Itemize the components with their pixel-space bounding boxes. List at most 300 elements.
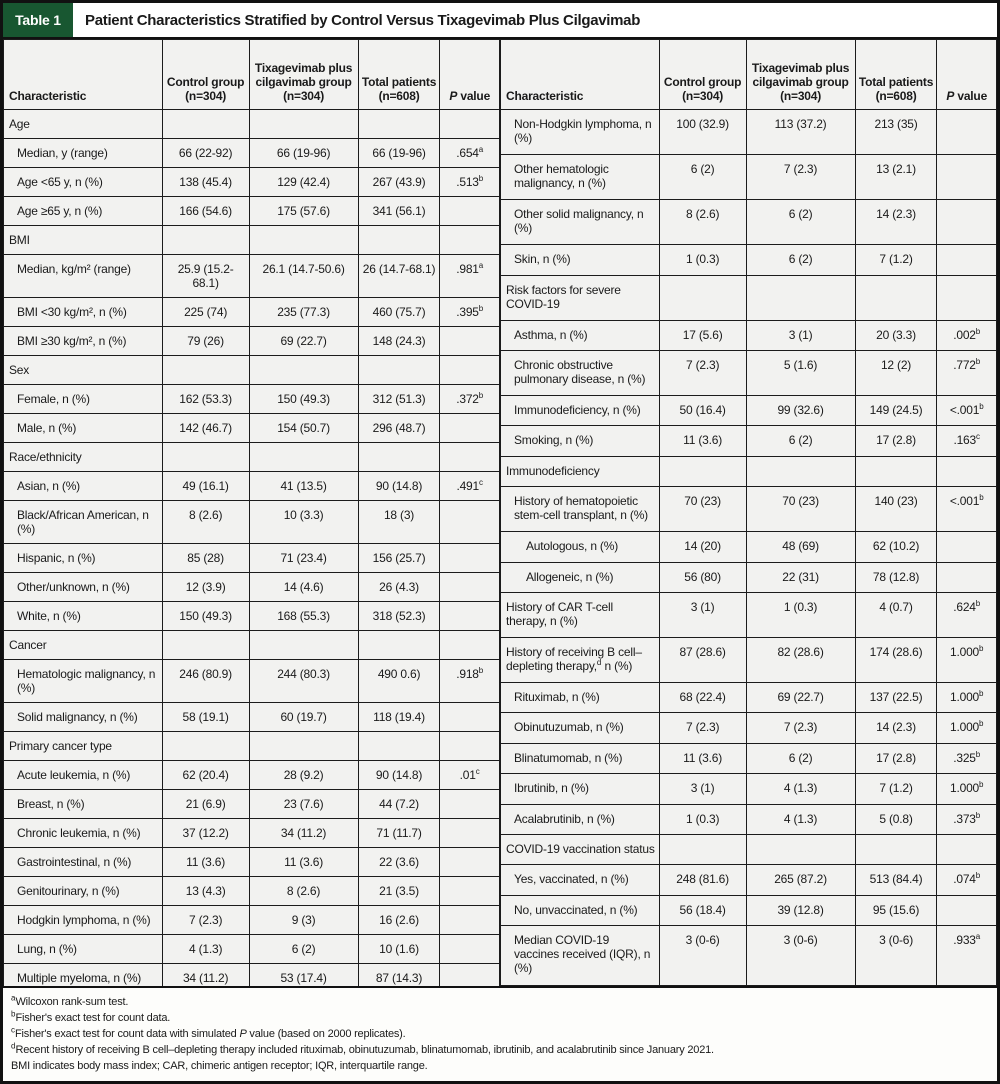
tixagevimab-value-cell: 1 (0.3)	[746, 592, 855, 637]
left-table-body	[4, 110, 500, 987]
tixagevimab-value-cell: 53 (17.4)	[249, 964, 358, 987]
table-row	[4, 197, 500, 226]
tixagevimab-value-cell: 235 (77.3)	[249, 298, 358, 327]
total-value-cell	[358, 443, 440, 472]
table-number-tag: Table 1	[3, 3, 73, 37]
control-value-cell: 3 (1)	[659, 592, 746, 637]
right-table	[500, 39, 997, 986]
characteristic-cell: Lung, n (%)	[4, 935, 163, 964]
p-value-cell	[440, 703, 500, 732]
tixagevimab-value-cell: 9 (3)	[249, 906, 358, 935]
table-row	[4, 327, 500, 356]
table-titlebar	[3, 3, 997, 39]
total-value-cell: 17 (2.8)	[855, 743, 937, 773]
control-value-cell	[659, 834, 746, 864]
col-header-characteristic: Characteristic	[501, 40, 660, 110]
table-row	[4, 848, 500, 877]
characteristic-cell: Solid malignancy, n (%)	[4, 703, 163, 732]
p-value-cell: .372$^b$	[440, 385, 500, 414]
col-header-p-value: P value	[937, 40, 997, 110]
footnote-line: $^b$Fisher's exact test for count data.	[11, 1009, 171, 1024]
p-value-cell	[440, 110, 500, 139]
p-value-cell: .01$^c$	[440, 761, 500, 790]
p-value-cell	[937, 200, 997, 245]
table-row	[501, 487, 997, 532]
characteristic-cell: History of hematopoietic stem-cell transplant, n (%)	[501, 487, 660, 532]
characteristic-cell: Rituximab, n (%)	[501, 683, 660, 713]
table-row	[4, 414, 500, 443]
control-value-cell	[162, 226, 249, 255]
p-value-cell	[440, 906, 500, 935]
tixagevimab-value-cell	[746, 456, 855, 486]
p-value-cell	[440, 327, 500, 356]
tixagevimab-value-cell	[249, 110, 358, 139]
total-value-cell: 95 (15.6)	[855, 895, 937, 925]
table-row	[4, 168, 500, 197]
control-value-cell: 7 (2.3)	[162, 906, 249, 935]
total-value-cell: 513 (84.4)	[855, 865, 937, 895]
control-value-cell: 3 (1)	[659, 774, 746, 804]
table-row	[4, 255, 500, 298]
section-row	[4, 110, 500, 139]
section-row	[501, 275, 997, 320]
col-header-tixagevimab-group: Tixagevimab plus cilgavimab group (n=304)	[249, 40, 358, 110]
characteristic-cell: Breast, n (%)	[4, 790, 163, 819]
p-value-cell	[440, 935, 500, 964]
control-value-cell	[659, 456, 746, 486]
tixagevimab-value-cell	[746, 275, 855, 320]
total-value-cell: 4 (0.7)	[855, 592, 937, 637]
right-table-header	[501, 40, 997, 110]
p-value-cell	[937, 895, 997, 925]
control-value-cell: 17 (5.6)	[659, 320, 746, 350]
characteristic-cell: Median COVID-19 vaccines received (IQR), n (%)	[501, 926, 660, 986]
tixagevimab-value-cell: 4 (1.3)	[746, 804, 855, 834]
p-value-cell: .624$^b$	[937, 592, 997, 637]
control-value-cell	[162, 631, 249, 660]
p-value-cell	[440, 819, 500, 848]
table-row	[4, 703, 500, 732]
total-value-cell: 20 (3.3)	[855, 320, 937, 350]
control-value-cell: 11 (3.6)	[162, 848, 249, 877]
col-header-tixagevimab-group: Tixagevimab plus cilgavimab group (n=304)	[746, 40, 855, 110]
control-value-cell: 6 (2)	[659, 155, 746, 200]
section-row	[4, 226, 500, 255]
total-value-cell: 118 (19.4)	[358, 703, 440, 732]
table-row	[501, 804, 997, 834]
table-row	[4, 906, 500, 935]
characteristic-cell: Asthma, n (%)	[501, 320, 660, 350]
col-header-p-value: P value	[440, 40, 500, 110]
total-value-cell: 87 (14.3)	[358, 964, 440, 987]
footnote-line: BMI indicates body mass index; CAR, chimeric antigen receptor; IQR, interquartile range.	[11, 1060, 428, 1072]
control-value-cell: 56 (18.4)	[659, 895, 746, 925]
total-value-cell: 267 (43.9)	[358, 168, 440, 197]
tixagevimab-value-cell: 6 (2)	[746, 426, 855, 456]
table-row	[501, 426, 997, 456]
tixagevimab-value-cell: 6 (2)	[746, 743, 855, 773]
total-value-cell: 12 (2)	[855, 350, 937, 395]
control-value-cell: 8 (2.6)	[162, 501, 249, 544]
total-value-cell: 13 (2.1)	[855, 155, 937, 200]
control-value-cell: 85 (28)	[162, 544, 249, 573]
characteristic-cell: Immunodeficiency, n (%)	[501, 395, 660, 425]
control-value-cell: 7 (2.3)	[659, 350, 746, 395]
p-value-cell	[440, 848, 500, 877]
control-value-cell: 1 (0.3)	[659, 804, 746, 834]
total-value-cell: 156 (25.7)	[358, 544, 440, 573]
tixagevimab-value-cell: 265 (87.2)	[746, 865, 855, 895]
p-value-cell	[440, 197, 500, 226]
tixagevimab-value-cell: 154 (50.7)	[249, 414, 358, 443]
section-row	[4, 631, 500, 660]
characteristic-cell: Race/ethnicity	[4, 443, 163, 472]
tixagevimab-value-cell: 69 (22.7)	[746, 683, 855, 713]
table-row	[501, 110, 997, 155]
table-row	[4, 472, 500, 501]
p-value-cell	[440, 544, 500, 573]
section-row	[501, 456, 997, 486]
characteristic-cell: Autologous, n (%)	[501, 532, 660, 562]
tixagevimab-value-cell: 41 (13.5)	[249, 472, 358, 501]
p-value-cell: .373$^b$	[937, 804, 997, 834]
p-value-cell	[937, 532, 997, 562]
tixagevimab-value-cell: 26.1 (14.7-50.6)	[249, 255, 358, 298]
characteristic-cell: Asian, n (%)	[4, 472, 163, 501]
tixagevimab-value-cell: 7 (2.3)	[746, 713, 855, 743]
tixagevimab-value-cell: 3 (0-6)	[746, 926, 855, 986]
characteristic-cell: Non-Hodgkin lymphoma, n (%)	[501, 110, 660, 155]
table-row	[501, 926, 997, 986]
left-table-header	[4, 40, 500, 110]
footnote-line: $^c$Fisher's exact test for count data with simulated P value (based on 2000 replicates).	[11, 1025, 406, 1040]
control-value-cell: 100 (32.9)	[659, 110, 746, 155]
table-row	[501, 865, 997, 895]
control-value-cell: 162 (53.3)	[162, 385, 249, 414]
col-header-total-patients: Total patients (n=608)	[855, 40, 937, 110]
characteristic-cell: Blinatumomab, n (%)	[501, 743, 660, 773]
control-value-cell: 8 (2.6)	[659, 200, 746, 245]
control-value-cell: 7 (2.3)	[659, 713, 746, 743]
control-value-cell: 12 (3.9)	[162, 573, 249, 602]
right-table-body	[501, 110, 997, 986]
table-row	[501, 895, 997, 925]
p-value-cell	[440, 414, 500, 443]
p-value-cell: .491$^c$	[440, 472, 500, 501]
total-value-cell: 3 (0-6)	[855, 926, 937, 986]
tables-region	[3, 39, 997, 986]
table-row	[501, 395, 997, 425]
control-value-cell	[162, 732, 249, 761]
total-value-cell: 10 (1.6)	[358, 935, 440, 964]
characteristic-cell: Median, y (range)	[4, 139, 163, 168]
characteristic-cell: Smoking, n (%)	[501, 426, 660, 456]
characteristic-cell: Immunodeficiency	[501, 456, 660, 486]
tixagevimab-value-cell: 48 (69)	[746, 532, 855, 562]
tixagevimab-value-cell: 66 (19-96)	[249, 139, 358, 168]
total-value-cell: 71 (11.7)	[358, 819, 440, 848]
p-value-cell	[937, 110, 997, 155]
tixagevimab-value-cell: 69 (22.7)	[249, 327, 358, 356]
p-value-cell: <.001$^b$	[937, 395, 997, 425]
total-value-cell: 16 (2.6)	[358, 906, 440, 935]
tixagevimab-value-cell: 14 (4.6)	[249, 573, 358, 602]
p-value-cell	[440, 790, 500, 819]
tixagevimab-value-cell: 5 (1.6)	[746, 350, 855, 395]
footnotes	[3, 986, 997, 1081]
table-title: Patient Characteristics Stratified by Control Versus Tixagevimab Plus Cilgavimab	[85, 11, 641, 29]
total-value-cell: 26 (14.7-68.1)	[358, 255, 440, 298]
tixagevimab-value-cell	[249, 443, 358, 472]
characteristic-cell: Median, kg/m² (range)	[4, 255, 163, 298]
p-value-cell: .933$^a$	[937, 926, 997, 986]
total-value-cell: 312 (51.3)	[358, 385, 440, 414]
total-value-cell	[358, 732, 440, 761]
control-value-cell: 3 (0-6)	[659, 926, 746, 986]
total-value-cell: 5 (0.8)	[855, 804, 937, 834]
p-value-cell: .395$^b$	[440, 298, 500, 327]
characteristic-cell: History of CAR T-cell therapy, n (%)	[501, 592, 660, 637]
characteristic-cell: No, unvaccinated, n (%)	[501, 895, 660, 925]
total-value-cell: 44 (7.2)	[358, 790, 440, 819]
total-value-cell: 90 (14.8)	[358, 472, 440, 501]
p-value-cell	[937, 562, 997, 592]
total-value-cell: 18 (3)	[358, 501, 440, 544]
characteristic-cell: Acalabrutinib, n (%)	[501, 804, 660, 834]
p-value-cell	[440, 732, 500, 761]
tixagevimab-value-cell: 8 (2.6)	[249, 877, 358, 906]
control-value-cell: 34 (11.2)	[162, 964, 249, 987]
p-value-cell	[937, 155, 997, 200]
characteristic-cell: Age ≥65 y, n (%)	[4, 197, 163, 226]
total-value-cell: 148 (24.3)	[358, 327, 440, 356]
characteristic-cell: Acute leukemia, n (%)	[4, 761, 163, 790]
tixagevimab-value-cell: 4 (1.3)	[746, 774, 855, 804]
table-row	[501, 774, 997, 804]
p-value-cell: .163$^c$	[937, 426, 997, 456]
table-row	[4, 790, 500, 819]
table-row	[501, 245, 997, 275]
control-value-cell: 248 (81.6)	[659, 865, 746, 895]
tixagevimab-value-cell: 129 (42.4)	[249, 168, 358, 197]
p-value-cell: .513$^b$	[440, 168, 500, 197]
p-value-cell	[440, 226, 500, 255]
table-row	[4, 573, 500, 602]
p-value-cell: .074$^b$	[937, 865, 997, 895]
table-row	[4, 819, 500, 848]
characteristic-cell: Primary cancer type	[4, 732, 163, 761]
total-value-cell	[855, 456, 937, 486]
table-row	[4, 602, 500, 631]
control-value-cell: 4 (1.3)	[162, 935, 249, 964]
tixagevimab-value-cell: 244 (80.3)	[249, 660, 358, 703]
characteristic-cell: Female, n (%)	[4, 385, 163, 414]
tixagevimab-value-cell: 23 (7.6)	[249, 790, 358, 819]
tixagevimab-value-cell: 10 (3.3)	[249, 501, 358, 544]
control-value-cell: 68 (22.4)	[659, 683, 746, 713]
table-row	[4, 877, 500, 906]
total-value-cell: 149 (24.5)	[855, 395, 937, 425]
tixagevimab-value-cell: 70 (23)	[746, 487, 855, 532]
p-value-cell	[937, 834, 997, 864]
control-value-cell: 166 (54.6)	[162, 197, 249, 226]
table-row	[4, 298, 500, 327]
tixagevimab-value-cell: 82 (28.6)	[746, 637, 855, 682]
tixagevimab-value-cell	[249, 631, 358, 660]
control-value-cell: 150 (49.3)	[162, 602, 249, 631]
characteristic-cell: Other hematologic malignancy, n (%)	[501, 155, 660, 200]
total-value-cell: 90 (14.8)	[358, 761, 440, 790]
tixagevimab-value-cell: 34 (11.2)	[249, 819, 358, 848]
p-value-cell: <.001$^b$	[937, 487, 997, 532]
total-value-cell: 62 (10.2)	[855, 532, 937, 562]
characteristic-cell: COVID-19 vaccination status	[501, 834, 660, 864]
tixagevimab-value-cell: 3 (1)	[746, 320, 855, 350]
table-row	[4, 935, 500, 964]
control-value-cell: 62 (20.4)	[162, 761, 249, 790]
characteristic-cell: Sex	[4, 356, 163, 385]
table-row	[501, 320, 997, 350]
total-value-cell: 213 (35)	[855, 110, 937, 155]
table-row	[4, 139, 500, 168]
table-row	[501, 532, 997, 562]
total-value-cell: 7 (1.2)	[855, 774, 937, 804]
p-value-cell	[440, 602, 500, 631]
control-value-cell: 66 (22-92)	[162, 139, 249, 168]
table-row	[501, 592, 997, 637]
total-value-cell: 174 (28.6)	[855, 637, 937, 682]
control-value-cell: 56 (80)	[659, 562, 746, 592]
characteristic-cell: Black/African American, n (%)	[4, 501, 163, 544]
control-value-cell: 58 (19.1)	[162, 703, 249, 732]
table-row	[501, 683, 997, 713]
p-value-cell	[440, 501, 500, 544]
col-header-control-group: Control group (n=304)	[659, 40, 746, 110]
total-value-cell: 14 (2.3)	[855, 713, 937, 743]
p-value-cell: 1.000$^b$	[937, 774, 997, 804]
tixagevimab-value-cell	[249, 226, 358, 255]
characteristic-cell: Hematologic malignancy, n (%)	[4, 660, 163, 703]
characteristic-cell: Age	[4, 110, 163, 139]
control-value-cell: 25.9 (15.2-68.1)	[162, 255, 249, 298]
table-row	[4, 660, 500, 703]
characteristic-cell: Cancer	[4, 631, 163, 660]
p-value-cell: .918$^b$	[440, 660, 500, 703]
table-row	[4, 385, 500, 414]
footnote-line: $^a$Wilcoxon rank-sum test.	[11, 993, 129, 1008]
characteristic-cell: Male, n (%)	[4, 414, 163, 443]
control-value-cell: 21 (6.9)	[162, 790, 249, 819]
tixagevimab-value-cell: 11 (3.6)	[249, 848, 358, 877]
tixagevimab-value-cell: 71 (23.4)	[249, 544, 358, 573]
tixagevimab-value-cell: 22 (31)	[746, 562, 855, 592]
tixagevimab-value-cell: 150 (49.3)	[249, 385, 358, 414]
tixagevimab-value-cell: 175 (57.6)	[249, 197, 358, 226]
tixagevimab-value-cell	[249, 732, 358, 761]
total-value-cell	[358, 110, 440, 139]
total-value-cell: 460 (75.7)	[358, 298, 440, 327]
total-value-cell	[358, 356, 440, 385]
col-header-characteristic: Characteristic	[4, 40, 163, 110]
section-row	[4, 732, 500, 761]
left-table	[3, 39, 500, 986]
control-value-cell: 246 (80.9)	[162, 660, 249, 703]
characteristic-cell: Obinutuzumab, n (%)	[501, 713, 660, 743]
table-row	[501, 350, 997, 395]
control-value-cell	[162, 110, 249, 139]
total-value-cell: 22 (3.6)	[358, 848, 440, 877]
total-value-cell: 78 (12.8)	[855, 562, 937, 592]
section-row	[4, 443, 500, 472]
control-value-cell	[162, 356, 249, 385]
control-value-cell: 37 (12.2)	[162, 819, 249, 848]
characteristic-cell: Age <65 y, n (%)	[4, 168, 163, 197]
p-value-cell	[440, 631, 500, 660]
total-value-cell: 17 (2.8)	[855, 426, 937, 456]
total-value-cell: 66 (19-96)	[358, 139, 440, 168]
p-value-cell: .002$^b$	[937, 320, 997, 350]
total-value-cell	[358, 631, 440, 660]
p-value-cell	[440, 964, 500, 987]
tixagevimab-value-cell: 7 (2.3)	[746, 155, 855, 200]
total-value-cell: 14 (2.3)	[855, 200, 937, 245]
characteristic-cell: Skin, n (%)	[501, 245, 660, 275]
total-value-cell: 26 (4.3)	[358, 573, 440, 602]
characteristic-cell: Other/unknown, n (%)	[4, 573, 163, 602]
tixagevimab-value-cell: 6 (2)	[249, 935, 358, 964]
table-row	[501, 713, 997, 743]
control-value-cell: 49 (16.1)	[162, 472, 249, 501]
control-value-cell: 14 (20)	[659, 532, 746, 562]
total-value-cell: 21 (3.5)	[358, 877, 440, 906]
table-row	[501, 155, 997, 200]
header-row	[4, 40, 500, 110]
control-value-cell	[659, 275, 746, 320]
p-value-cell: .772$^b$	[937, 350, 997, 395]
characteristic-cell: White, n (%)	[4, 602, 163, 631]
p-value-cell	[440, 443, 500, 472]
p-value-cell	[937, 456, 997, 486]
tixagevimab-value-cell: 39 (12.8)	[746, 895, 855, 925]
total-value-cell: 7 (1.2)	[855, 245, 937, 275]
header-row	[501, 40, 997, 110]
control-value-cell: 11 (3.6)	[659, 743, 746, 773]
total-value-cell: 137 (22.5)	[855, 683, 937, 713]
characteristic-cell: BMI <30 kg/m², n (%)	[4, 298, 163, 327]
characteristic-cell: Other solid malignancy, n (%)	[501, 200, 660, 245]
total-value-cell: 341 (56.1)	[358, 197, 440, 226]
table-row	[4, 761, 500, 790]
characteristic-cell: BMI	[4, 226, 163, 255]
characteristic-cell: History of receiving B cell–depleting therapy,$^d$ n (%)	[501, 637, 660, 682]
p-value-cell	[440, 573, 500, 602]
p-value-cell: 1.000$^b$	[937, 713, 997, 743]
tixagevimab-value-cell	[746, 834, 855, 864]
characteristic-cell: Hispanic, n (%)	[4, 544, 163, 573]
total-value-cell: 490 0.6)	[358, 660, 440, 703]
characteristic-cell: Chronic obstructive pulmonary disease, n (%)	[501, 350, 660, 395]
tixagevimab-value-cell: 113 (37.2)	[746, 110, 855, 155]
total-value-cell	[855, 275, 937, 320]
col-header-control-group: Control group (n=304)	[162, 40, 249, 110]
control-value-cell: 70 (23)	[659, 487, 746, 532]
total-value-cell	[358, 226, 440, 255]
p-value-cell	[440, 356, 500, 385]
table-row	[4, 501, 500, 544]
characteristic-cell: Gastrointestinal, n (%)	[4, 848, 163, 877]
tixagevimab-value-cell: 168 (55.3)	[249, 602, 358, 631]
p-value-cell: .981$^a$	[440, 255, 500, 298]
